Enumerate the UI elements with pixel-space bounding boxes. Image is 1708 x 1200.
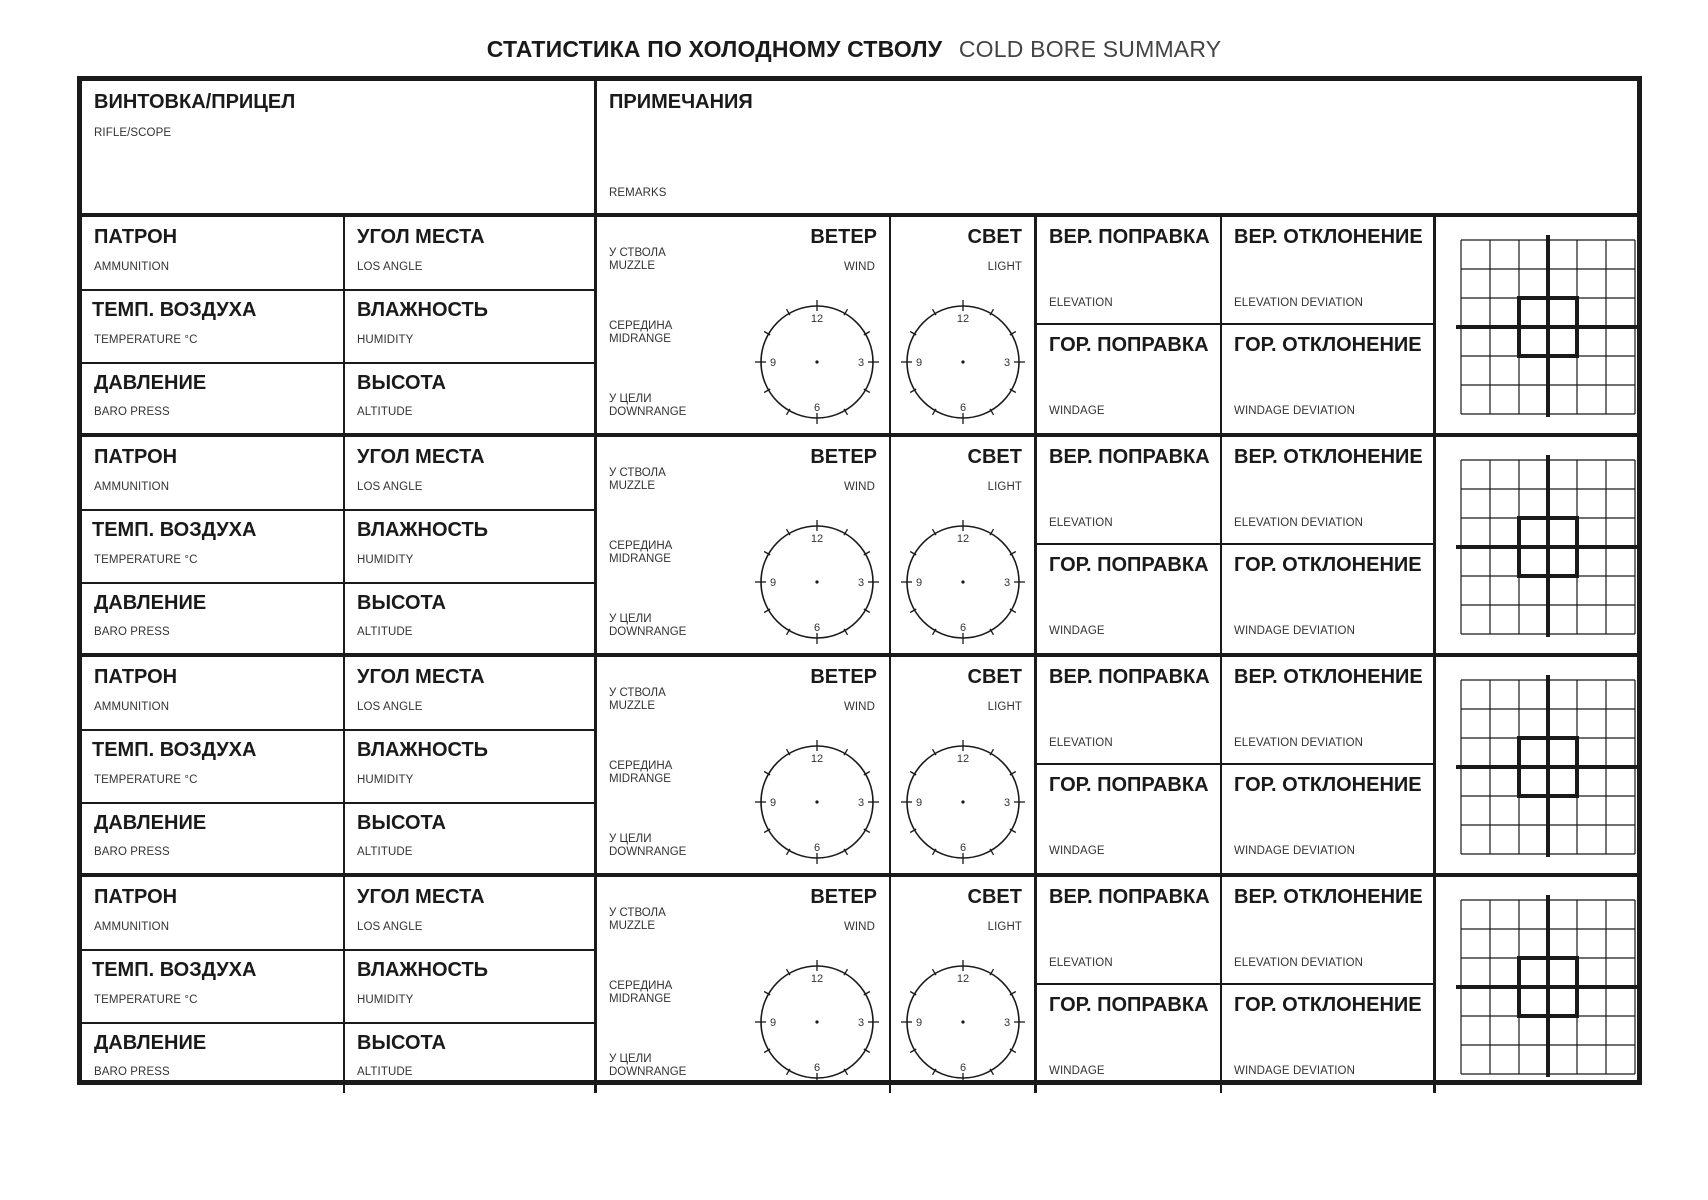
los-angle-field[interactable] (345, 217, 594, 289)
clock-hour-label: 3 (857, 1017, 865, 1029)
baro-press-sublabel: BARO PRESS (94, 406, 170, 418)
midrange-label (609, 980, 672, 1006)
baro-press-sublabel: BARO PRESS (94, 1066, 170, 1078)
light-clock-icon[interactable] (898, 957, 1028, 1087)
elevation-field[interactable] (1037, 437, 1220, 544)
midrange-label (609, 760, 672, 786)
clock-hour-label: 12 (810, 753, 824, 765)
windage-label: ГОР. ПОПРАВКА (1049, 994, 1209, 1016)
shot-record-row (82, 657, 1637, 873)
clock-hour-label: 6 (813, 1062, 821, 1074)
elevation-deviation-field[interactable] (1222, 657, 1433, 764)
muzzle-label (609, 687, 666, 713)
windage-deviation-field[interactable] (1222, 985, 1433, 1093)
los-angle-sublabel: LOS ANGLE (357, 921, 423, 933)
divider (82, 362, 594, 364)
los-angle-label: УГОЛ МЕСТА (357, 446, 485, 468)
light-label: СВЕТ (967, 886, 1022, 908)
wind-field[interactable] (597, 217, 889, 433)
windage-sublabel: WINDAGE (1049, 1065, 1105, 1077)
wind-label: ВЕТЕР (810, 446, 877, 468)
elevation-field[interactable] (1037, 217, 1220, 324)
los-angle-label: УГОЛ МЕСТА (357, 666, 485, 688)
remarks-label: ПРИМЕЧАНИЯ (609, 91, 753, 113)
divider (1037, 763, 1433, 765)
muzzle-label-ru: У СТВОЛА (609, 247, 666, 259)
elevation-deviation-field[interactable] (1222, 877, 1433, 984)
clock-hour-label: 9 (915, 1017, 923, 1029)
elevation-sublabel: ELEVATION (1049, 517, 1113, 529)
ammunition-field[interactable] (82, 657, 343, 729)
baro-press-field[interactable] (82, 583, 343, 653)
divider (1037, 983, 1433, 985)
humidity-sublabel: HUMIDITY (357, 994, 414, 1006)
windage-deviation-label: ГОР. ОТКЛОНЕНИЕ (1234, 334, 1422, 356)
divider (343, 877, 345, 1093)
altitude-label: ВЫСОТА (357, 1032, 446, 1054)
clock-hour-label: 12 (810, 313, 824, 325)
los-angle-field[interactable] (345, 437, 594, 509)
altitude-sublabel: ALTITUDE (357, 406, 413, 418)
humidity-field[interactable] (345, 290, 594, 362)
clock-hour-label: 3 (857, 577, 865, 589)
light-field[interactable] (891, 437, 1034, 653)
wind-label: ВЕТЕР (810, 886, 877, 908)
wind-clock-icon[interactable] (752, 737, 882, 867)
muzzle-label (609, 247, 666, 273)
midrange-label-ru: СЕРЕДИНА (609, 760, 673, 772)
ammunition-sublabel: AMMUNITION (94, 701, 170, 713)
los-angle-field[interactable] (345, 877, 594, 949)
clock-hour-label: 9 (915, 577, 923, 589)
elevation-field[interactable] (1037, 877, 1220, 984)
divider (82, 729, 594, 731)
humidity-sublabel: HUMIDITY (357, 554, 414, 566)
wind-clock-icon[interactable] (752, 957, 882, 1087)
divider (82, 509, 594, 511)
los-angle-field[interactable] (345, 657, 594, 729)
los-angle-sublabel: LOS ANGLE (357, 701, 423, 713)
humidity-field[interactable] (345, 510, 594, 582)
ammunition-field[interactable] (82, 217, 343, 289)
light-label: СВЕТ (967, 446, 1022, 468)
clock-hour-label: 9 (769, 357, 777, 369)
windage-deviation-sublabel: WINDAGE DEVIATION (1234, 1065, 1355, 1077)
clock-hour-label: 12 (810, 533, 824, 545)
temperature-label: ТЕМП. ВОЗДУХА (92, 739, 257, 761)
baro-press-field[interactable] (82, 1023, 343, 1093)
downrange-label-en: DOWNRANGE (609, 846, 687, 858)
divider (82, 289, 594, 291)
windage-label: ГОР. ПОПРАВКА (1049, 554, 1209, 576)
windage-label: ГОР. ПОПРАВКА (1049, 774, 1209, 796)
muzzle-label-ru: У СТВОЛА (609, 687, 666, 699)
elevation-deviation-label: ВЕР. ОТКЛОНЕНИЕ (1234, 886, 1423, 908)
windage-field[interactable] (1037, 325, 1220, 433)
light-clock-icon[interactable] (898, 517, 1028, 647)
light-field[interactable] (891, 877, 1034, 1093)
los-angle-label: УГОЛ МЕСТА (357, 886, 485, 908)
light-sublabel: LIGHT (987, 261, 1022, 273)
light-label: СВЕТ (967, 226, 1022, 248)
wind-label: ВЕТЕР (810, 666, 877, 688)
midrange-label (609, 540, 672, 566)
temperature-label: ТЕМП. ВОЗДУХА (92, 519, 257, 541)
elevation-label: ВЕР. ПОПРАВКА (1049, 226, 1210, 248)
rifle-scope-field[interactable] (82, 81, 594, 213)
target-grid-icon[interactable] (1456, 675, 1638, 857)
midrange-label (609, 320, 672, 346)
elevation-deviation-sublabel: ELEVATION DEVIATION (1234, 517, 1364, 529)
windage-deviation-sublabel: WINDAGE DEVIATION (1234, 845, 1355, 857)
light-clock-icon[interactable] (898, 297, 1028, 427)
target-grid-field[interactable] (1436, 437, 1637, 653)
light-clock-icon[interactable] (898, 737, 1028, 867)
midrange-label-ru: СЕРЕДИНА (609, 320, 673, 332)
baro-press-field[interactable] (82, 363, 343, 433)
remarks-field[interactable] (597, 81, 1637, 213)
clock-hour-label: 3 (1003, 1017, 1011, 1029)
clock-center-dot (815, 1020, 818, 1023)
humidity-label: ВЛАЖНОСТЬ (357, 299, 489, 321)
temperature-label: ТЕМП. ВОЗДУХА (92, 299, 257, 321)
ammunition-label: ПАТРОН (94, 446, 178, 468)
windage-field[interactable] (1037, 985, 1220, 1093)
elevation-deviation-sublabel: ELEVATION DEVIATION (1234, 957, 1364, 969)
clock-hour-label: 9 (769, 797, 777, 809)
windage-deviation-field[interactable] (1222, 325, 1433, 433)
elevation-sublabel: ELEVATION (1049, 297, 1113, 309)
rifle-scope-sublabel: RIFLE/SCOPE (94, 127, 172, 139)
wind-field[interactable] (597, 877, 889, 1093)
elevation-sublabel: ELEVATION (1049, 957, 1113, 969)
downrange-label (609, 613, 686, 639)
divider (343, 217, 345, 433)
clock-hour-label: 12 (956, 753, 970, 765)
clock-hour-label: 6 (959, 1062, 967, 1074)
windage-deviation-label: ГОР. ОТКЛОНЕНИЕ (1234, 774, 1422, 796)
windage-deviation-sublabel: WINDAGE DEVIATION (1234, 625, 1355, 637)
windage-sublabel: WINDAGE (1049, 405, 1105, 417)
light-sublabel: LIGHT (987, 481, 1022, 493)
shot-record-row (82, 437, 1637, 653)
clock-hour-label: 3 (1003, 357, 1011, 369)
cold-bore-form (77, 76, 1642, 1085)
windage-sublabel: WINDAGE (1049, 845, 1105, 857)
humidity-field[interactable] (345, 730, 594, 802)
wind-field[interactable] (597, 657, 889, 873)
baro-press-label: ДАВЛЕНИЕ (94, 1032, 207, 1054)
clock-hour-label: 6 (813, 622, 821, 634)
wind-sublabel: WIND (843, 481, 875, 493)
temperature-field[interactable] (82, 510, 343, 582)
humidity-label: ВЛАЖНОСТЬ (357, 519, 489, 541)
wind-sublabel: WIND (843, 921, 875, 933)
elevation-label: ВЕР. ПОПРАВКА (1049, 886, 1210, 908)
clock-hour-label: 9 (769, 577, 777, 589)
target-grid-icon[interactable] (1456, 235, 1638, 417)
altitude-label: ВЫСОТА (357, 592, 446, 614)
elevation-label: ВЕР. ПОПРАВКА (1049, 666, 1210, 688)
ammunition-label: ПАТРОН (94, 226, 178, 248)
altitude-sublabel: ALTITUDE (357, 626, 413, 638)
clock-hour-label: 12 (956, 973, 970, 985)
windage-deviation-field[interactable] (1222, 545, 1433, 653)
downrange-label-ru: У ЦЕЛИ (609, 393, 652, 405)
wind-clock-icon[interactable] (752, 517, 882, 647)
muzzle-label-en: MUZZLE (609, 480, 655, 492)
elevation-deviation-field[interactable] (1222, 217, 1433, 324)
clock-center-dot (815, 800, 818, 803)
title-en: COLD BORE SUMMARY (958, 36, 1222, 62)
midrange-label-en: MIDRANGE (609, 993, 671, 1005)
remarks-sublabel: REMARKS (609, 187, 667, 199)
baro-press-sublabel: BARO PRESS (94, 626, 170, 638)
baro-press-sublabel: BARO PRESS (94, 846, 170, 858)
temperature-label: ТЕМП. ВОЗДУХА (92, 959, 257, 981)
elevation-deviation-field[interactable] (1222, 437, 1433, 544)
elevation-deviation-label: ВЕР. ОТКЛОНЕНИЕ (1234, 226, 1423, 248)
humidity-sublabel: HUMIDITY (357, 774, 414, 786)
muzzle-label-en: MUZZLE (609, 920, 655, 932)
muzzle-label-ru: У СТВОЛА (609, 467, 666, 479)
clock-hour-label: 3 (1003, 797, 1011, 809)
los-angle-sublabel: LOS ANGLE (357, 481, 423, 493)
elevation-deviation-sublabel: ELEVATION DEVIATION (1234, 737, 1364, 749)
downrange-label-ru: У ЦЕЛИ (609, 1053, 652, 1065)
baro-press-field[interactable] (82, 803, 343, 873)
clock-hour-label: 12 (956, 533, 970, 545)
midrange-label-en: MIDRANGE (609, 333, 671, 345)
midrange-label-ru: СЕРЕДИНА (609, 980, 673, 992)
elevation-deviation-label: ВЕР. ОТКЛОНЕНИЕ (1234, 446, 1423, 468)
divider (82, 802, 594, 804)
clock-center-dot (961, 800, 964, 803)
elevation-field[interactable] (1037, 657, 1220, 764)
divider (1037, 543, 1433, 545)
clock-hour-label: 9 (915, 357, 923, 369)
windage-field[interactable] (1037, 765, 1220, 873)
temperature-sublabel: TEMPERATURE °C (94, 994, 198, 1006)
clock-hour-label: 12 (810, 973, 824, 985)
divider (343, 437, 345, 653)
clock-hour-label: 12 (956, 313, 970, 325)
altitude-field[interactable] (345, 583, 594, 653)
ammunition-label: ПАТРОН (94, 886, 178, 908)
altitude-field[interactable] (345, 803, 594, 873)
light-label: СВЕТ (967, 666, 1022, 688)
clock-hour-label: 6 (959, 842, 967, 854)
altitude-sublabel: ALTITUDE (357, 1066, 413, 1078)
ammunition-sublabel: AMMUNITION (94, 481, 170, 493)
windage-label: ГОР. ПОПРАВКА (1049, 334, 1209, 356)
clock-center-dot (815, 580, 818, 583)
clock-hour-label: 3 (857, 357, 865, 369)
windage-deviation-label: ГОР. ОТКЛОНЕНИЕ (1234, 554, 1422, 576)
wind-label: ВЕТЕР (810, 226, 877, 248)
windage-deviation-label: ГОР. ОТКЛОНЕНИЕ (1234, 994, 1422, 1016)
windage-sublabel: WINDAGE (1049, 625, 1105, 637)
altitude-label: ВЫСОТА (357, 372, 446, 394)
target-grid-icon[interactable] (1456, 895, 1638, 1077)
clock-hour-label: 6 (959, 622, 967, 634)
muzzle-label-en: MUZZLE (609, 260, 655, 272)
downrange-label-ru: У ЦЕЛИ (609, 613, 652, 625)
wind-sublabel: WIND (843, 261, 875, 273)
clock-hour-label: 6 (959, 402, 967, 414)
altitude-field[interactable] (345, 1023, 594, 1093)
los-angle-sublabel: LOS ANGLE (357, 261, 423, 273)
temperature-field[interactable] (82, 730, 343, 802)
clock-hour-label: 3 (1003, 577, 1011, 589)
target-grid-icon[interactable] (1456, 455, 1638, 637)
shot-record-row (82, 217, 1637, 433)
muzzle-label (609, 907, 666, 933)
elevation-sublabel: ELEVATION (1049, 737, 1113, 749)
clock-center-dot (961, 1020, 964, 1023)
clock-hour-label: 3 (857, 797, 865, 809)
windage-deviation-field[interactable] (1222, 765, 1433, 873)
ammunition-label: ПАТРОН (94, 666, 178, 688)
midrange-label-en: MIDRANGE (609, 553, 671, 565)
downrange-label-en: DOWNRANGE (609, 1066, 687, 1078)
ammunition-field[interactable] (82, 877, 343, 949)
windage-deviation-sublabel: WINDAGE DEVIATION (1234, 405, 1355, 417)
humidity-field[interactable] (345, 950, 594, 1022)
windage-field[interactable] (1037, 545, 1220, 653)
target-grid-field[interactable] (1436, 657, 1637, 873)
clock-center-dot (961, 580, 964, 583)
ammunition-field[interactable] (82, 437, 343, 509)
ammunition-sublabel: AMMUNITION (94, 921, 170, 933)
temperature-sublabel: TEMPERATURE °C (94, 774, 198, 786)
baro-press-label: ДАВЛЕНИЕ (94, 592, 207, 614)
downrange-label-en: DOWNRANGE (609, 406, 687, 418)
clock-hour-label: 9 (769, 1017, 777, 1029)
midrange-label-ru: СЕРЕДИНА (609, 540, 673, 552)
muzzle-label (609, 467, 666, 493)
divider (82, 582, 594, 584)
downrange-label (609, 393, 686, 419)
rifle-scope-label: ВИНТОВКА/ПРИЦЕЛ (94, 91, 296, 113)
altitude-sublabel: ALTITUDE (357, 846, 413, 858)
clock-hour-label: 6 (813, 402, 821, 414)
light-sublabel: LIGHT (987, 921, 1022, 933)
downrange-label (609, 1053, 686, 1079)
midrange-label-en: MIDRANGE (609, 773, 671, 785)
downrange-label (609, 833, 686, 859)
divider (343, 657, 345, 873)
shot-record-row (82, 877, 1637, 1093)
clock-hour-label: 6 (813, 842, 821, 854)
title-ru: СТАТИСТИКА ПО ХОЛОДНОМУ СТВОЛУ (486, 36, 943, 62)
target-grid-field[interactable] (1436, 217, 1637, 433)
muzzle-label-ru: У СТВОЛА (609, 907, 666, 919)
wind-sublabel: WIND (843, 701, 875, 713)
temperature-field[interactable] (82, 290, 343, 362)
altitude-label: ВЫСОТА (357, 812, 446, 834)
page-title (0, 36, 1708, 63)
baro-press-label: ДАВЛЕНИЕ (94, 812, 207, 834)
divider (82, 949, 594, 951)
humidity-label: ВЛАЖНОСТЬ (357, 739, 489, 761)
temperature-sublabel: TEMPERATURE °C (94, 554, 198, 566)
divider (82, 1022, 594, 1024)
downrange-label-en: DOWNRANGE (609, 626, 687, 638)
clock-center-dot (961, 360, 964, 363)
target-grid-field[interactable] (1436, 877, 1637, 1093)
light-sublabel: LIGHT (987, 701, 1022, 713)
wind-field[interactable] (597, 437, 889, 653)
altitude-field[interactable] (345, 363, 594, 433)
wind-clock-icon[interactable] (752, 297, 882, 427)
light-field[interactable] (891, 217, 1034, 433)
clock-center-dot (815, 360, 818, 363)
temperature-sublabel: TEMPERATURE °C (94, 334, 198, 346)
ammunition-sublabel: AMMUNITION (94, 261, 170, 273)
elevation-deviation-sublabel: ELEVATION DEVIATION (1234, 297, 1364, 309)
temperature-field[interactable] (82, 950, 343, 1022)
divider (1037, 323, 1433, 325)
clock-hour-label: 9 (915, 797, 923, 809)
light-field[interactable] (891, 657, 1034, 873)
downrange-label-ru: У ЦЕЛИ (609, 833, 652, 845)
muzzle-label-en: MUZZLE (609, 700, 655, 712)
humidity-sublabel: HUMIDITY (357, 334, 414, 346)
elevation-deviation-label: ВЕР. ОТКЛОНЕНИЕ (1234, 666, 1423, 688)
baro-press-label: ДАВЛЕНИЕ (94, 372, 207, 394)
humidity-label: ВЛАЖНОСТЬ (357, 959, 489, 981)
elevation-label: ВЕР. ПОПРАВКА (1049, 446, 1210, 468)
los-angle-label: УГОЛ МЕСТА (357, 226, 485, 248)
